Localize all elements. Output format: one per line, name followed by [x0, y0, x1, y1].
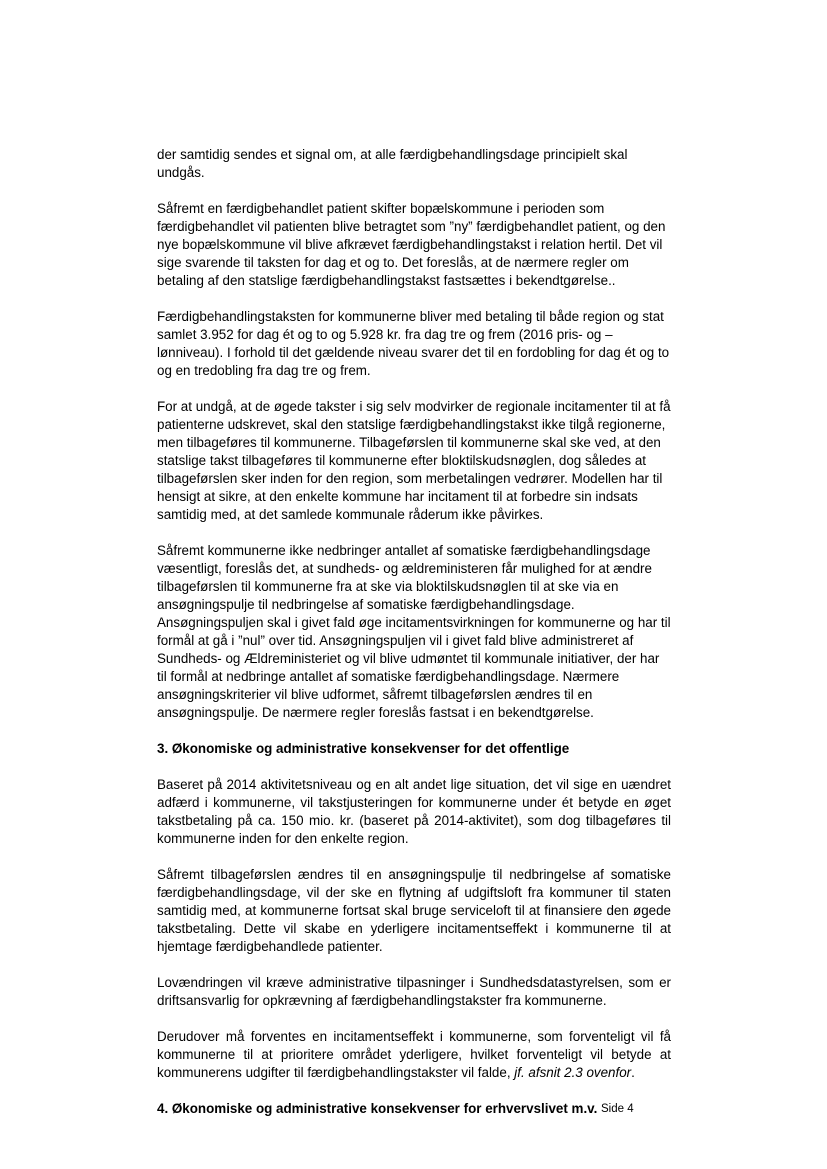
section-3-paragraph: Baseret på 2014 aktivitetsniveau og en alt andet lige situation, det vil sige en uændret adfærd i kommunerne, vil takstjusteringen for kommunerne under ét betyde en øget takstbetaling på ca. 150 mio. kr. (baseret på 2014-aktivitet), som dog tilbageføres til kommunerne inden for den enkelte region. — [157, 777, 671, 846]
page-number: Side 4 — [601, 1103, 634, 1115]
section-3-heading: 3. Økonomiske og administrative konsekvenser for det offentlige — [157, 741, 570, 756]
document-body — [157, 146, 671, 1136]
section-3-paragraph-text: Derudover må forventes en incitamentseffekt i kommunerne, som forventeligt vil få kommunerne til at prioritere området yderligere, hvilket forventeligt vil betyde at kommunerens udgifter til færdigbehandlingstakster vil falde, — [157, 1029, 671, 1080]
paragraph-tariff-return: For at undgå, at de øgede takster i sig selv modvirker de regionale incitamenter til at få patienterne udskrevet, skal den statslige færdigbehandlingstakst ikke tilgå regionerne, men tilbageføres til kommunerne. Tilbageførslen til kommunerne skal ske ved, at den statslige takst tilbageføres til kommunerne efter bloktilskudsnøglen, dog således at tilbageførslen sker inden for den region, som merbetalingen vedrører. Modellen har til hensigt at sikre, at den enkelte kommune har incitament til at forbedre sin indsats samtidig med, at det samlede kommunale råderum ikke påvirkes. — [157, 399, 671, 522]
section-3-paragraph: Lovændringen vil kræve administrative tilpasninger i Sundhedsdatastyrelsen, som er driftsansvarlig for opkrævning af færdigbehandlingstakster fra kommunerne. — [157, 975, 671, 1008]
section-reference: jf. afsnit 2.3 ovenfor — [514, 1065, 632, 1080]
section-3-paragraph-incentive — [157, 1028, 671, 1082]
paragraph-residence-change: Såfremt en færdigbehandlet patient skifter bopælskommune i perioden som færdigbehandlet vil patienten blive betragtet som ”ny” færdigbehandlet patient, og den nye bopælskommune vil blive afkrævet færdigbehandlingstakst i relation hertil. Det vil sige svarende til taksten for dag et og to. Det foreslås, at de nærmere regler om betaling af den statslige færdigbehandlingstakst fastsættes i bekendtgørelse.. — [157, 201, 666, 288]
section-3-paragraph: Såfremt tilbageførslen ændres til en ansøgningspulje til nedbringelse af somatiske færdigbehandlingsdage, vil der ske en flytning af udgiftsloft fra kommuner til staten samtidig med, at kommunerne fortsat skal bruge serviceloft til at finansiere den øgede takstbetaling. Dette vil skabe en yderligere incitamentseffekt i kommunerne til at hjemtage færdigbehandlede patienter. — [157, 867, 671, 954]
paragraph-application-pool: Såfremt kommunerne ikke nedbringer antallet af somatiske færdigbehandlingsdage væsentligt, foreslås det, at sundheds- og ældreministeren får mulighed for at ændre tilbageførslen til kommunerne fra at ske via bloktilskudsnøglen til at ske via en ansøgningspulje til nedbringelse af somatiske færdigbehandlingsdage. Ansøgningspuljen skal i givet fald øge incitamentsvirkningen for kommunerne og har til formål at gå i ”nul” over tid. Ansøgningspuljen vil i givet fald blive administreret af Sundheds- og Ældreministeriet og vil blive udmøntet til kommunale initiativer, der har til formål at nedbringe antallet af somatiske færdigbehandlingsdage. Nærmere ansøgningskriterier vil blive udformet, såfremt tilbageførslen ændres til en ansøgningspulje. De nærmere regler foreslås fastsat i en bekendtgørelse. — [157, 543, 671, 720]
paragraph-continuation: der samtidig sendes et signal om, at alle færdigbehandlingsdage principielt skal undgås. — [157, 147, 628, 180]
paragraph-tariff-levels: Færdigbehandlingstaksten for kommunerne bliver med betaling til både region og stat samlet 3.952 for dag ét og to og 5.928 kr. fra dag tre og frem (2016 pris- og –lønniveau). I forhold til det gældende niveau svarer det til en fordobling for dag ét og to og en tredobling fra dag tre og frem. — [157, 309, 670, 378]
section-4-heading: 4. Økonomiske og administrative konsekvenser for erhvervslivet m.v. — [157, 1101, 598, 1116]
section-3-paragraph-end: . — [631, 1065, 635, 1080]
